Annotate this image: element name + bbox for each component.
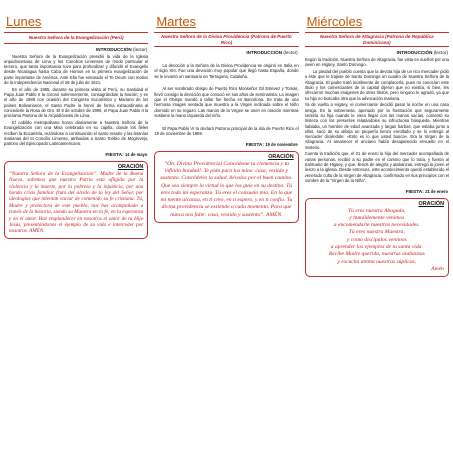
- prayer-line: y humildemente venimos: [349, 214, 405, 221]
- day-title-lunes: Lunes: [6, 14, 42, 29]
- body-miercoles: [305, 57, 449, 184]
- feast-date: 14 de mayo: [125, 151, 148, 157]
- feast-label: FIESTA:: [405, 189, 424, 195]
- prayer-box-miercoles: [305, 198, 449, 278]
- prayer-line: y escucha atenta nuestras súplicas.: [337, 258, 417, 265]
- intro-label: INTRODUCCIÓN: [96, 46, 132, 52]
- paragraph: Según la tradición, Nuestra Señora de Altagracia, fue vista en sueños por una joven en Higüey, Santo Domingo.: [304, 57, 449, 68]
- paragraph: En el año de 1985, durante su primera visita al Perú, su Santidad el Papa Juan Pablo II la coronó solemnemente, consagrándole la Nación; y en el año de 1988 con ocasión del Congreso Eucarístico y Mariano de los países Bolivarianos, el Santo Padre la honró de forma extraordinaria al concederle la Rosa de Oro. El 6 de octubre de 1990, el Papa Juan Pablo II la proclama Patrona de la Arquidiócesis de Lima.: [4, 86, 149, 119]
- intro-martes: [154, 50, 297, 55]
- prayer-title: ORACIÓN: [117, 163, 144, 170]
- feast-date: 21 de enero: [425, 188, 448, 194]
- prayer-line: Tú eres nuestra Maestra,: [348, 229, 405, 236]
- intro-miercoles: [305, 50, 448, 55]
- heading-miercoles: Nuestra Señora de Altagracia (Patrona de República Dominicana): [305, 32, 449, 47]
- heading-martes: Nuestra Señora de la Divina Providencia (Patrona de Puerto Rico): [154, 32, 298, 47]
- prayer-box-martes: [154, 151, 298, 223]
- column-martes: [154, 14, 298, 447]
- prayer-line: Recibe Madre querida, nuestras alabanzas: [328, 251, 425, 258]
- prayer-box-lunes: [4, 161, 148, 239]
- paragraph: Ya de vuelta a Higüey, el comerciante decidió pasar la noche en una casa amiga. En la sobremesa, apenado por la frustración que seguramente sentiría su hija cuando le viera llegar con las manos vacías, comentó su tristeza con los presentes relatándoles su infructuosa búsqueda. Mientras hablaba, un hombre de edad avanzada y largas barbas, que estaba junto a ellos, sacó de su alforja un pequeño lienzo enrollado y se lo entregó al mercader diciéndole: «Esto es lo que usted busca». Era la Virgen de la Altagracia. Al amanecer el anciano había desaparecido envuelto en el misterio.: [304, 102, 449, 150]
- day-title-miercoles: Miércoles: [306, 14, 363, 29]
- paragraph: La devoción a la Señora de la Divina Providencia se originó en Italia en el siglo XIII. Fue una devoción muy popular que llegó hasta España, donde se le levantó un santuario en Tarragona, Cataluña.: [154, 63, 299, 79]
- prayer-text: “Nuestra Señora de la Evangelización”. Madre de la Buena Nueva, sabemos que nuestra Patria está afligida por la violencia y la muerte, por la pobreza y la injusticia, por una honda crisis familiar fruto del olvido de la ley del Señor, por ideologías que intentan vaciar de contenido su fe cristiana. Tú, Madre y protectora de este pueblo, nos has acompañado a través de la historia, siendo su Maestra en la fe, en la esperanza y en el amor. Haz resplandecer en nosotros el amor de tu Hijo Jesús, preséntándonos el ejemplo de su vida e interceder por nosotros. AMÉN.: [9, 170, 144, 235]
- intro-role: (lector): [433, 50, 448, 56]
- paragraph: La piedad del pueblo cuenta que la devota hija de un rico mercader pidió a éste que le trajese de Santo Domingo un cuadro de Nuestra Señora de la Altagracia. El padre trató inútilmente de complacerla, pues no conocían este título y los comerciantes de la capital dijeron que no existía, si bien, les ofrecieron muchas imágenes de otros títulos, pero ninguno le agradó, ya que su hija no buscaba otra que la advocación mariana.: [304, 69, 449, 101]
- intro-role: (lector): [283, 50, 298, 56]
- day-title-martes: Martes: [156, 14, 197, 29]
- feast-lunes: [4, 152, 147, 158]
- prayer-line: Tú eres nuestra Abogada,: [348, 207, 406, 214]
- intro-role: (lector): [133, 46, 148, 52]
- intro-label: INTRODUCCIÓN: [246, 50, 283, 56]
- feast-label: FIESTA:: [105, 152, 124, 158]
- paragraph: Al ser nombrado obispo de Puerto Rico Monseñor Gil Estevez y Tomás, llevó consigo la devoción que conoció en sus años de seminarista. La imagen que el Obispo mandó a tallar fue hecha en Barcelona. Se trata de una hermosa imagen sentada que muestra a la Virgen inclinada sobre el Niño dormido en su regazo. Las manos de la Virgen se unen en oración mientras sostiene la mano izquierda del niño.: [154, 86, 299, 118]
- column-miercoles: [305, 14, 449, 447]
- feast-miercoles: [305, 189, 448, 195]
- prayer-text: “Oh, Divina Providencial Concédeme tu clemencia y tu infinita bondad!. Te pido para los míos: casa, vestido y sustento. Concédeles la salud, llévalos por el buen camino. Que sea siempre la virtud lo que los guíe en su destino. Tú eres todo mi esperanza. Tú eres el consuelo mío. En la que mi mente alcanza, en ti creo, en ti espero, y en ti confío. Tu divina providencia se extiende a cada momento. Para que nunca nos falte: casa, vestido y sustento”. AMÉN.: [160, 160, 293, 218]
- prayer-line: y como discípulos venimos: [346, 236, 407, 243]
- prayer-title: ORACIÓN: [418, 200, 444, 207]
- feast-martes: [154, 142, 297, 148]
- intro-lunes: [4, 47, 147, 52]
- paragraph: El cabildo metropolitano honra diariamente a Nuestra Señora de la Evangelización con una Misa celebrada en su capilla, donde los fieles reciben la Eucaristía, rezándose a continuación el santo rosario y las letanías marianas del III Concilio Limense, atribuidas a Santo Toribio de Mogrovejo, patrono del Episcopado Latinoamericano.: [4, 119, 149, 147]
- body-martes: [154, 63, 298, 137]
- prayer-amen: Amén: [431, 265, 444, 272]
- paragraph: Nuestra Señora de la Evangelización presidió la vida de la Iglesia arquidiocesana de Lima y los Concilios Limenses de modo particular el tercero, que tanta importancia tuvo para profundizar y difundir el Evangelio desde Nicaragua hasta Cabo de Hornos en la primera evangelización de parte importante de América. Ante Ella fue entonado el Te Deum con motivo de la Independencia Nacional el 28 de julio de 1821.: [4, 53, 149, 86]
- paragraph: Cuenta la tradición que, el 21 de enero la hija del mercader acompañada de varias personas, recibió a su padre en el camino que lo traía, y fueron al Santuario de Higüey, y que, llenos de alegría y alabanzas, entregó la joven el lienzo a la iglesia. Desde entonces, este acontecimiento quedó establecido el venerado culto de la Virgen de Altagracia, confirmado en sus principios con el nombre de la “Virgen de la Niña”.: [304, 151, 449, 183]
- prayer-line: a encomendarte nuestras necesidades.: [333, 222, 420, 229]
- body-lunes: [4, 54, 148, 148]
- heading-lunes: Nuestra Señora de la Evangelización (Perú): [4, 32, 148, 44]
- column-lunes: [4, 14, 148, 447]
- prayer-title: ORACIÓN: [268, 153, 294, 160]
- feast-date: 19 de noviembre: [265, 141, 298, 147]
- feast-label: FIESTA:: [245, 142, 264, 148]
- prayer-line: a aprender los ejemplos de tu santa vida.: [330, 244, 423, 251]
- paragraph: El Papa Pablo VI la declaró Patrona principal de la isla de Puerto Rico el 19 de noviembre de 1969.: [154, 125, 299, 136]
- prayer-text: [310, 208, 444, 274]
- intro-label: INTRODUCCIÓN: [396, 50, 433, 56]
